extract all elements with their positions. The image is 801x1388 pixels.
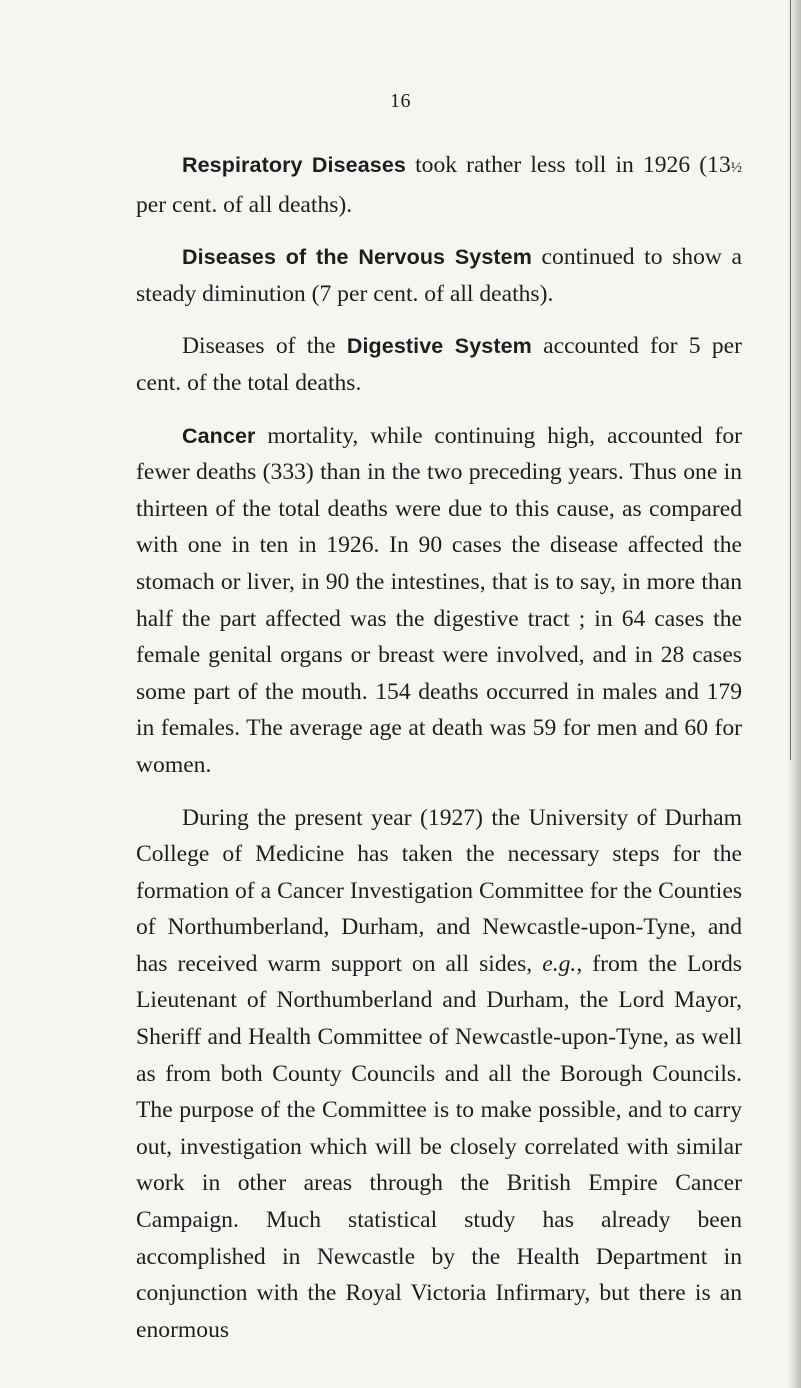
page-number: 16 xyxy=(390,90,411,112)
paragraph-respiratory xyxy=(136,147,742,223)
paragraph-cancer-investigation xyxy=(136,800,742,1349)
heading-nervous-system: Diseases of the Nervous System xyxy=(182,245,532,270)
digestive-text: accounted for 5 per cent. of the total deaths. xyxy=(136,333,742,396)
eg-abbreviation: e.g. xyxy=(542,950,577,977)
page-body xyxy=(136,147,742,1348)
digestive-lead: Diseases of the xyxy=(182,333,347,360)
heading-digestive-system: Digestive System xyxy=(346,334,532,359)
paragraph-digestive-system xyxy=(136,328,742,401)
respiratory-text-a: took rather less toll in 1926 (13 xyxy=(405,152,731,178)
nervous-text: continued to show a steady diminution (7 per cent. of all deaths). xyxy=(136,244,742,307)
paragraph-cancer xyxy=(136,418,742,784)
research-text-b: , from the Lords Lieutenant of Northumberland and Durham, the Lord Mayor, Sheriff and Health Committee of Newcastle-upon-Tyne, as well as from both County Councils and all the Borough Councils. The purpose of the Committee is to make possible, and to carry out, investigation which will be closely correlated with similar work in other areas through the British Empire Cancer Campaign. Much statistical study has already been accomplished in Newcastle by the Health Department in conjunction with the Royal Victoria Infirmary, but there is an enormous xyxy=(136,950,742,1343)
heading-cancer: Cancer xyxy=(182,423,256,448)
paragraph-nervous-system xyxy=(136,239,742,312)
respiratory-text-b: per cent. of all deaths). xyxy=(136,191,353,218)
fraction-half: ½ xyxy=(730,160,742,176)
page-edge-line xyxy=(790,0,791,760)
research-text-a: During the present year (1927) the University of Durham College of Medicine has taken the necessary steps for the formation of a Cancer Investigation Committee for the Counties of Northumberland, Durham, and Newcastle-upon-Tyne, and has received warm support on all sides, xyxy=(136,804,742,977)
heading-respiratory-diseases: Respiratory Diseases xyxy=(182,153,406,177)
cancer-text: mortality, while continuing high, accounted for fewer deaths (333) than in the two preceding years. Thus one in thirteen of the total deaths were due to this cause, as compared with one in ten in 1926. In 90 cases the disease affected the stomach or liver, in 90 the intestines, that is to say, in more than half the part affected was the digestive tract ; in 64 cases the female genital organs or breast were involved, and in 28 cases some part of the mouth. 154 deaths occurred in males and 179 in females. The average age at death was 59 for men and 60 for women. xyxy=(136,422,742,778)
